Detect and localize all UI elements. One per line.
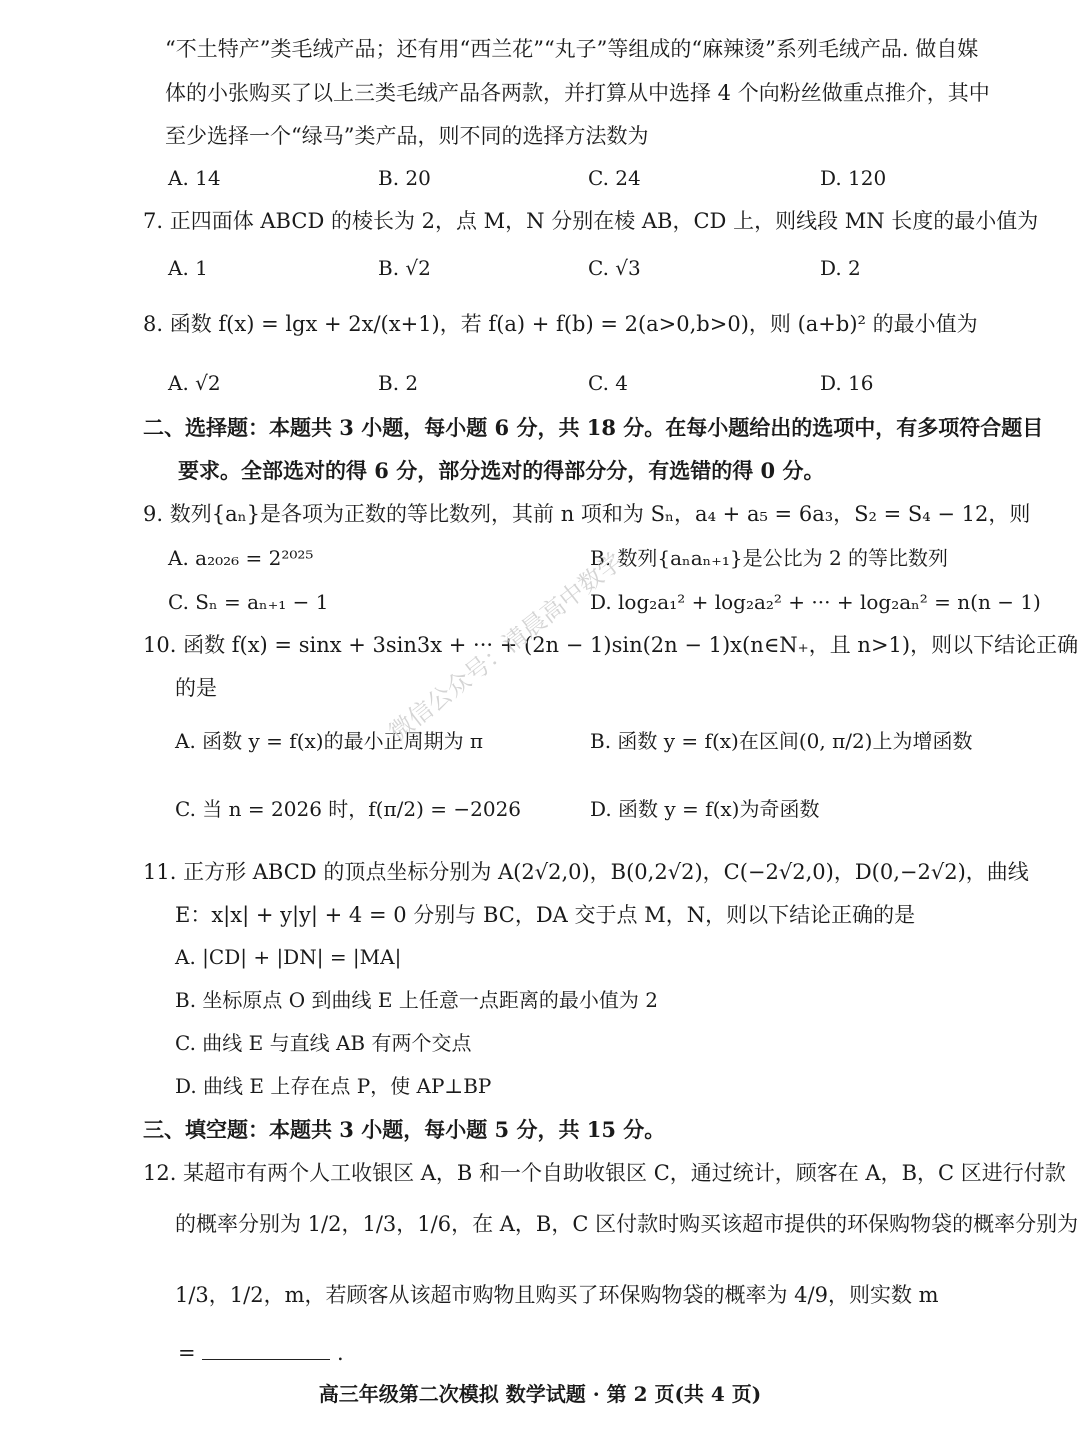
q12-answer-line <box>178 1338 344 1368</box>
q10-option-d: D. 函数 y = f(x)为奇函数 <box>590 797 820 821</box>
q6-text-line-3: 至少选择一个“绿马”类产品，则不同的选择方法数为 <box>165 124 649 148</box>
q10-option-b: B. 函数 y = f(x)在区间(0, π/2)上为增函数 <box>590 729 973 753</box>
q7-option-d: D. 2 <box>820 256 861 280</box>
q6-text-line-1: “不土特产”类毛绒产品；还有用“西兰花”“丸子”等组成的“麻辣烫”系列毛绒产品. 做自媒 <box>165 37 979 61</box>
section-2-heading-line-1: 二、选择题：本题共 3 小题，每小题 6 分，共 18 分。在每小题给出的选项中，有多项符合题目 <box>143 415 1044 440</box>
q8-option-c: C. 4 <box>588 371 629 395</box>
q12-text-line-3: 1/3，1/2，m，若顾客从该超市购物且购买了环保购物袋的概率为 4/9，则实数 m <box>175 1283 939 1307</box>
q9-option-c: C. Sₙ = aₙ₊₁ − 1 <box>168 590 329 614</box>
q9-option-a: A. a₂₀₂₆ = 2²⁰²⁵ <box>168 546 314 570</box>
q7-option-b: B. √2 <box>378 256 431 280</box>
section-2-heading-line-2: 要求。全部选对的得 6 分，部分选对的得部分分，有选错的得 0 分。 <box>178 458 825 483</box>
q9-text: 9. 数列{aₙ}是各项为正数的等比数列，其前 n 项和为 Sₙ，a₄ + a₅ = 6a₃，S₂ = S₄ − 12，则 <box>143 502 1031 526</box>
q6-option-a: A. 14 <box>168 166 221 190</box>
q9-option-b: B. 数列{aₙaₙ₊₁}是公比为 2 的等比数列 <box>590 546 949 570</box>
q10-text-line-1: 10. 函数 f(x) = sinx + 3sin3x + ··· + (2n − 1)sin(2n − 1)x(n∈N₊，且 n>1)，则以下结论正确 <box>143 633 1079 657</box>
q12-equals: = <box>178 1341 196 1365</box>
q12-period: . <box>336 1341 344 1365</box>
q6-text-line-2: 体的小张购买了以上三类毛绒产品各两款，并打算从中选择 4 个向粉丝做重点推介，其中 <box>165 81 990 105</box>
q11-text-line-1: 11. 正方形 ABCD 的顶点坐标分别为 A(2√2,0)，B(0,2√2)，C(−2√2,0)，D(0,−2√2)，曲线 <box>143 860 1029 884</box>
q12-text-line-1: 12. 某超市有两个人工收银区 A，B 和一个自助收银区 C，通过统计，顾客在 A，B，C 区进行付款 <box>143 1161 1066 1185</box>
q11-option-b: B. 坐标原点 O 到曲线 E 上任意一点距离的最小值为 2 <box>175 988 658 1012</box>
q12-text-line-2: 的概率分别为 1/2，1/3，1/6，在 A，B，C 区付款时购买该超市提供的环保购物袋的概率分别为 <box>175 1212 1079 1236</box>
q6-option-d: D. 120 <box>820 166 887 190</box>
q10-option-c: C. 当 n = 2026 时，f(π/2) = −2026 <box>175 797 522 821</box>
page-footer: 高三年级第二次模拟 数学试题 · 第 2 页(共 4 页) <box>318 1382 762 1406</box>
q11-option-d: D. 曲线 E 上存在点 P，使 AP⊥BP <box>175 1074 492 1098</box>
q11-option-a: A. |CD| + |DN| = |MA| <box>175 945 402 969</box>
section-3-heading: 三、填空题：本题共 3 小题，每小题 5 分，共 15 分。 <box>143 1117 666 1142</box>
q8-text: 8. 函数 f(x) = lgx + 2x/(x+1)，若 f(a) + f(b) = 2(a>0,b>0)，则 (a+b)² 的最小值为 <box>143 312 978 336</box>
q11-text-line-2: E：x|x| + y|y| + 4 = 0 分别与 BC，DA 交于点 M，N，则以下结论正确的是 <box>175 903 916 927</box>
q7-text: 7. 正四面体 ABCD 的棱长为 2，点 M，N 分别在棱 AB，CD 上，则线段 MN 长度的最小值为 <box>143 209 1039 233</box>
q8-option-b: B. 2 <box>378 371 419 395</box>
q6-option-c: C. 24 <box>588 166 641 190</box>
q12-answer-blank <box>202 1341 330 1360</box>
watermark: 微信公众号：清晨高中数学 <box>383 547 628 747</box>
q11-option-c: C. 曲线 E 与直线 AB 有两个交点 <box>175 1031 472 1055</box>
q10-text-line-2: 的是 <box>175 676 217 700</box>
q10-option-a: A. 函数 y = f(x)的最小正周期为 π <box>175 729 484 753</box>
q9-option-d: D. log₂a₁² + log₂a₂² + ··· + log₂aₙ² = n(n − 1) <box>590 590 1041 614</box>
q7-option-c: C. √3 <box>588 256 641 280</box>
q8-option-a: A. √2 <box>168 371 221 395</box>
q8-option-d: D. 16 <box>820 371 874 395</box>
q7-option-a: A. 1 <box>168 256 208 280</box>
q6-option-b: B. 20 <box>378 166 431 190</box>
